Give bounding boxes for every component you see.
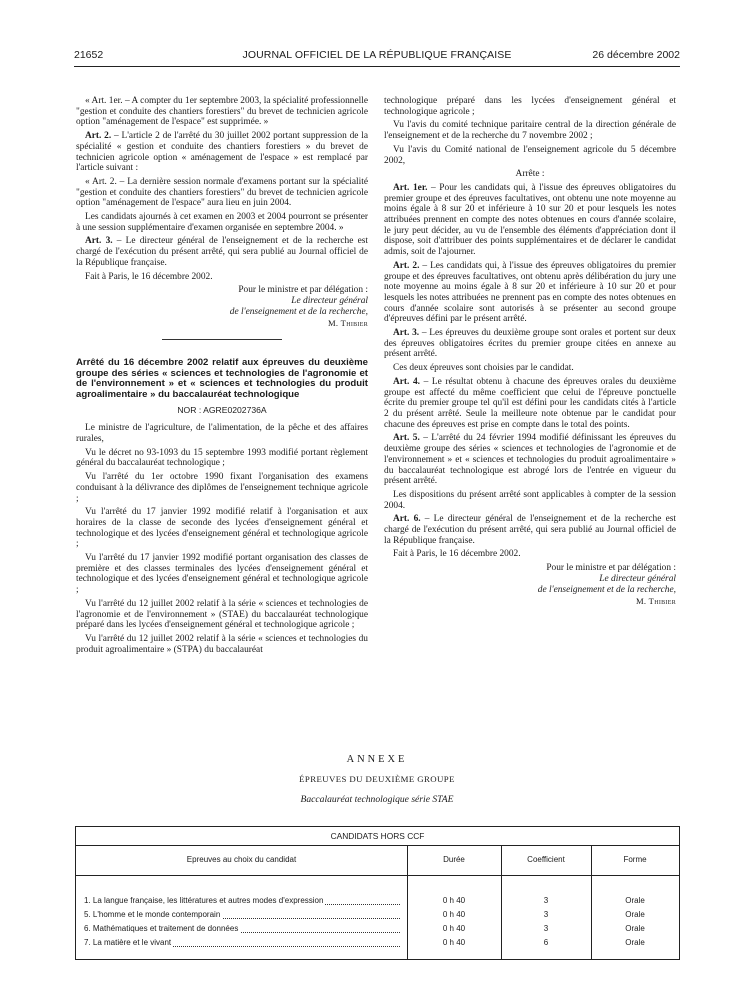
cell-coefficient: 3 — [543, 896, 549, 905]
article-paragraph — [384, 377, 676, 431]
article-text: – Les épreuves du deuxième groupe sont orales et portent sur deux des épreuves obligatoires écrites du premier groupe citées en annexe au présent arrêté. — [384, 328, 676, 360]
article-label: Art. 3. — [393, 328, 420, 339]
annexe-title: ANNEXE — [346, 754, 408, 765]
cell-epreuve: 7. La matière et le vivant — [84, 938, 172, 947]
paragraph: Vu l'arrêté du 1er octobre 1990 fixant l'organisation des examens conduisant à la délivrance des diplômes de l'enseignement technique agricole ; — [76, 472, 368, 504]
paragraph: Les dispositions du présent arrêté sont applicables à compter de la session 2004. — [384, 489, 676, 511]
signatory-name: M. Thibier — [635, 596, 676, 607]
page-number: 21652 — [74, 49, 104, 61]
paragraph: Vu le décret no 93-1093 du 15 septembre 1993 modifié portant règlement général du baccalauréat technologique ; — [76, 447, 368, 469]
signature-block — [384, 563, 676, 607]
article-label: Art. 2. — [393, 260, 420, 271]
article-paragraph — [384, 433, 676, 487]
cell-epreuve: 6. Mathématiques et traitement de données — [84, 924, 239, 933]
left-column — [76, 96, 368, 658]
paragraph: Fait à Paris, le 16 décembre 2002. — [393, 549, 521, 560]
article-paragraph — [384, 183, 676, 258]
separator — [162, 339, 282, 340]
page-header — [74, 49, 680, 63]
article-label: Art. 3. — [85, 236, 113, 247]
column-header: Epreuves au choix du candidat — [186, 855, 297, 864]
cell-duree: 0 h 40 — [442, 938, 466, 947]
article-text: – L'article 2 de l'arrêté du 30 juillet 2002 portant suppression de la spécialité « gestion et conduite des chantiers forestiers » du brevet de technicien agricole option « aménagement de l'espace » est remplacé par l'article suivant : — [76, 131, 368, 174]
epreuves-table — [75, 826, 680, 960]
signature-block — [76, 285, 368, 329]
nor-reference: NOR : AGRE0202736A — [177, 404, 267, 415]
journal-title: JOURNAL OFFICIEL DE LA RÉPUBLIQUE FRANÇAISE — [242, 49, 512, 61]
signatory-name: M. Thibier — [327, 318, 368, 329]
cell-epreuve: 1. La langue française, les littératures et autres modes d'expression — [84, 896, 324, 905]
paragraph: Vu l'arrêté du 17 janvier 1992 modifié portant organisation des classes de première et des classes terminales des lycées d'enseignement général et technologique et des lycées d'enseignement général et technologique agricole ; — [76, 553, 368, 596]
signature-line: Pour le ministre et par délégation : — [238, 285, 368, 296]
annexe-subtitle: ÉPREUVES DU DEUXIÈME GROUPE — [299, 774, 455, 784]
paragraph: Vu l'arrêté du 12 juillet 2002 relatif à la série « sciences et technologies du produit agroalimentaire » (STPA) du baccalauréat — [76, 633, 368, 655]
annexe-series: Baccalauréat technologique série STAE — [300, 794, 454, 805]
arrete-heading: Arrête : — [515, 169, 545, 180]
header-rule — [74, 66, 680, 67]
signature-line: Le directeur général — [599, 574, 676, 585]
annexe-heading — [74, 754, 680, 805]
article-paragraph — [384, 261, 676, 325]
paragraph: Vu l'avis du Comité national de l'enseignement agricole du 5 décembre 2002, — [384, 144, 676, 166]
paragraph: Ces deux épreuves sont choisies par le candidat. — [393, 363, 574, 374]
article-text: – Le directeur général de l'enseignement et de la recherche est chargé de l'exécution du présent arrêté, qui sera publié au Journal officiel de la République française. — [384, 514, 676, 546]
cell-duree: 0 h 40 — [442, 896, 466, 905]
paragraph: technologique préparé dans les lycées d'enseignement général et technologique agricole ; — [384, 96, 676, 117]
issue-date: 26 décembre 2002 — [592, 49, 680, 61]
paragraph: Vu l'arrêté du 17 janvier 1992 modifié relatif à l'organisation et aux horaires de la classe de seconde des lycées d'enseignement général et technologique et des lycées d'enseignement général et technologique agricole ; — [76, 507, 368, 550]
paragraph: « Art. 1er. – A compter du 1er septembre 2003, la spécialité professionnelle "gestion et conduite des chantiers forestiers" du brevet de technicien agricole option "aménagement de l'espace" est supprimée. » — [76, 96, 368, 128]
table-row — [76, 922, 679, 936]
signature-line: Pour le ministre et par délégation : — [546, 563, 676, 574]
column-header: Durée — [443, 855, 465, 864]
cell-forme: Orale — [625, 924, 645, 933]
article-text: – Le directeur général de l'enseignement et de la recherche est chargé de l'exécution du présent arrêté, qui sera publié au Journal officiel de la République française. — [76, 236, 368, 268]
cell-coefficient: 6 — [543, 938, 549, 947]
article-label: Art. 4. — [393, 376, 421, 387]
cell-forme: Orale — [625, 896, 645, 905]
article-paragraph — [384, 328, 676, 360]
cell-coefficient: 3 — [543, 910, 549, 919]
article-paragraph — [76, 236, 368, 268]
table-caption: CANDIDATS HORS CCF — [76, 827, 679, 846]
cell-forme: Orale — [625, 910, 645, 919]
cell-forme: Orale — [625, 938, 645, 947]
table-row — [76, 908, 679, 922]
cell-epreuve: 5. L'homme et le monde contemporain — [84, 910, 221, 919]
right-column — [384, 96, 676, 610]
article-label: Art. 2. — [85, 131, 112, 142]
paragraph: « Art. 2. – La dernière session normale d'examens portant sur la spécialité "gestion et conduite des chantiers forestiers" du brevet de technicien agricole option "aménagement de l'espace" aura lieu en juin 2004. — [76, 176, 368, 209]
article-paragraph — [76, 131, 368, 174]
table-row — [76, 936, 679, 950]
article-label: Art. 5. — [393, 433, 420, 444]
paragraph: Vu l'avis du comité technique paritaire central de la direction générale de l'enseignement et de la recherche du 7 novembre 2002 ; — [384, 120, 676, 142]
cell-duree: 0 h 40 — [442, 910, 466, 919]
decree-title: Arrêté du 16 décembre 2002 relatif aux épreuves du deuxième groupe des séries « sciences et technologies de l'agronomie et de l'environnement » et « sciences et technologies du produit agroalimentaire » du baccalauréat technologique — [76, 357, 368, 401]
signature-line: de l'enseignement et de la recherche, — [229, 307, 368, 318]
article-text: – Les candidats qui, à l'issue des épreuves obligatoires du premier groupe et des épreuves facultatives, ont obtenu après délibération du jury une note moyenne au moins égale à 8 sur 20 et inférieure à 10 sur 20 et pour lesquels les notes attribuées ne prennent pas en compte des notes obtenues en cours d'année scolaire sont autorisés à se présenter au second groupe d'épreuves défini par le présent arrêté. — [384, 260, 676, 325]
article-text: – Le résultat obtenu à chacune des épreuves orales du deuxième groupe est affecté du même coefficient que celui de l'épreuve ponctuelle écrite du premier groupe tel qu'il est défini pour les candidats cités à l'article 2 du présent arrêté. Seule la meilleure note obtenue par le candidat pour chacune des épreuves est prise en compte dans le total des points. — [384, 376, 676, 430]
table-row — [76, 894, 679, 908]
column-header: Forme — [623, 855, 647, 864]
paragraph: Les candidats ajournés à cet examen en 2003 et 2004 pourront se présenter à une session supplémentaire d'examen organisée en septembre 2004. » — [76, 212, 368, 233]
article-label: Art. 1er. — [393, 182, 428, 193]
article-label: Art. 6. — [393, 514, 421, 525]
paragraph: Le ministre de l'agriculture, de l'alimentation, de la pêche et des affaires rurales, — [76, 423, 368, 445]
article-paragraph — [384, 514, 676, 546]
article-text: – L'arrêté du 24 février 1994 modifié définissant les épreuves du deuxième groupe des séries « sciences et technologies de l'agronomie et de l'environnement » et « sciences et technologies du produit agroalimentaire » du baccalauréat technologique est abrogé lors de l'entrée en vigueur du présent arrêté. — [384, 433, 676, 487]
paragraph: Vu l'arrêté du 12 juillet 2002 relatif à la série « sciences et technologies de l'agronomie et de l'environnement » (STAE) du baccalauréat technologique préparé dans les lycées d'enseignement général et technologique agricole ; — [76, 598, 368, 631]
signature-line: Le directeur général — [291, 296, 368, 307]
cell-coefficient: 3 — [543, 924, 549, 933]
signature-line: de l'enseignement et de la recherche, — [537, 585, 676, 596]
paragraph: Fait à Paris, le 16 décembre 2002. — [85, 271, 213, 282]
article-text: – Pour les candidats qui, à l'issue des épreuves obligatoires du premier groupe et des épreuves facultatives, ont obtenu une note moyenne au moins égale à 8 sur 20 et inférieure à 10 sur 20 et pour lesquels les notes attribuées prennent en compte des notes obtenues en cours d'année scolaire, le jury peut décider, au vu de l'ensemble des éléments d'appréciation dont il dispose, soit d'attribuer des points supplémentaires et de déclarer le candidat admis, soit de l'ajourner. — [384, 182, 676, 258]
column-header: Coefficient — [527, 855, 565, 864]
cell-duree: 0 h 40 — [442, 924, 466, 933]
